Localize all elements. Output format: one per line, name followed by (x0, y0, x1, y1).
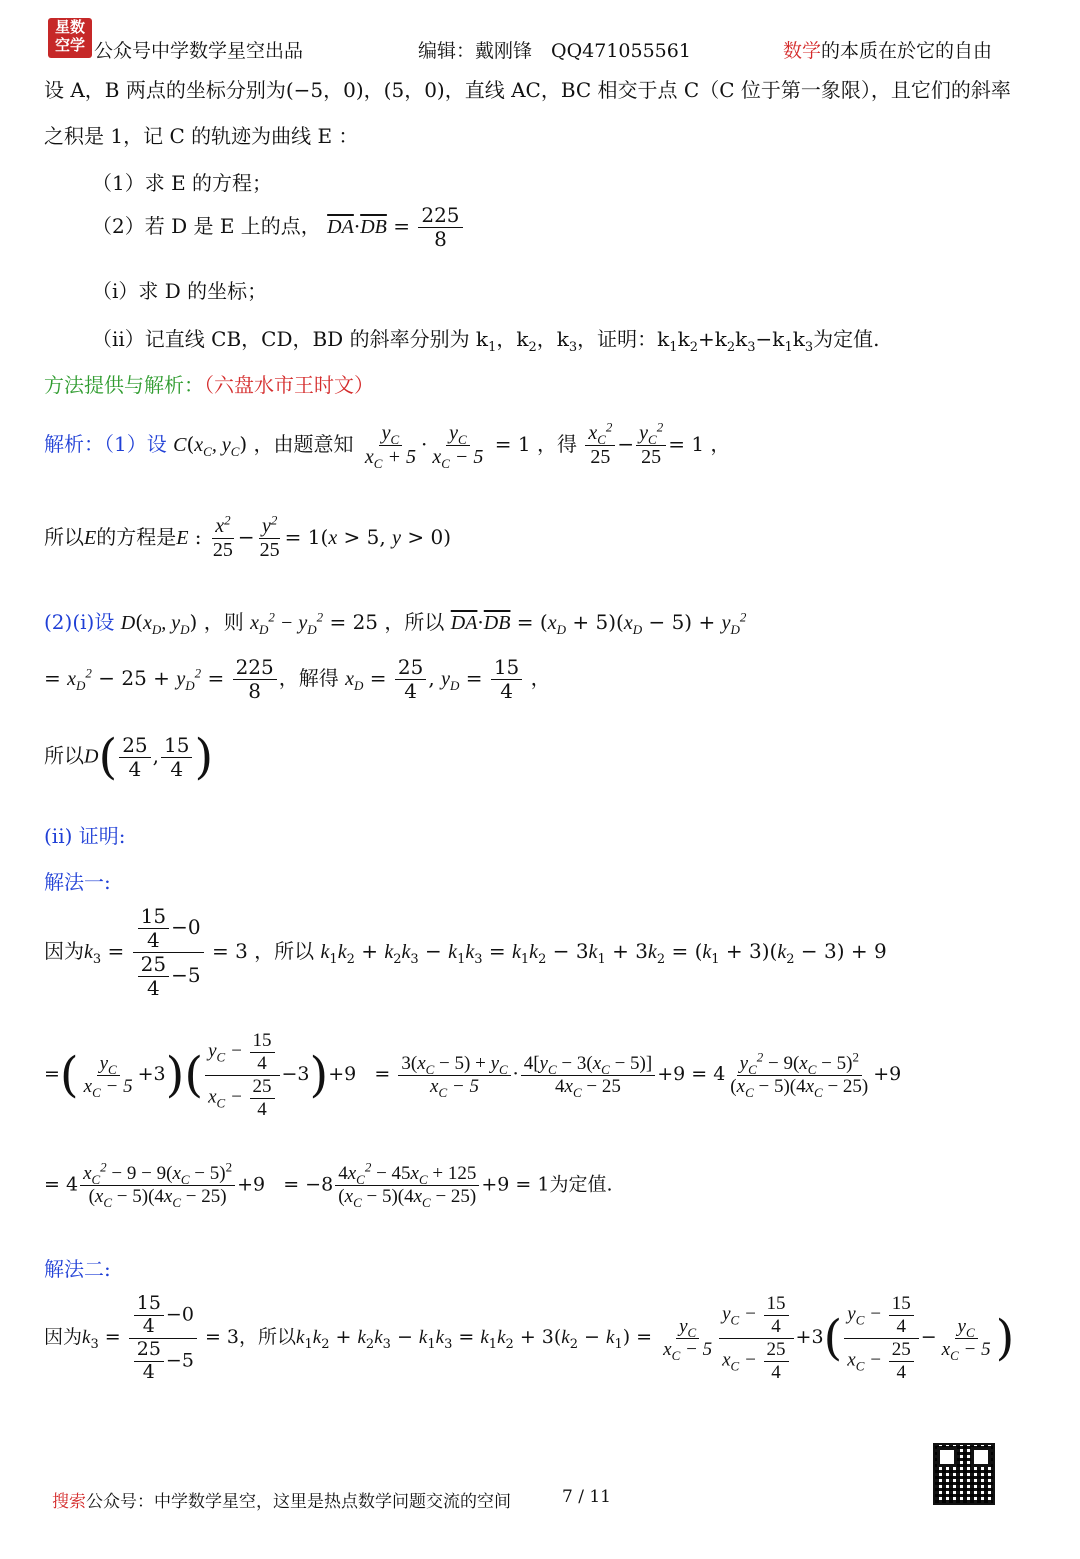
solution-part-1: 解析：（1）设 $C(x_C$, $y_C$) ，由题意知 $\frac{y_C}{x_C + 5}$ · $\frac{y_C}{x_C - 5}$ = 1 ，得 $\frac{x_C^2}{25}$ − $\frac{y_C^2}{25}$ = 1 ， (44, 419, 731, 471)
solution-equation-e: 所以E的方程是E : $\frac{x^2}{25}$ − $\frac{y^2}{25}$ = 1(x > 5, y > 0) (44, 512, 452, 561)
method-1-line-2: =( $\frac{y_C}{x_C - 5}$ +3)( $y_C$ − $\frac{15}{4}$ $x_C$ − $\frac{25}{4}$ −3)+9 = $\frac{3(x_C - 5) + y_C}{x_C - 5}$ · $\frac{4[y_C - 3(x_C - 5)]}{4x_C - 25}$ +9 = 4 $\frac{y_C^2 - 9(x_C - 5)^2}{(x_C - 5)(4x_C - 25)}$ +9 (44, 1030, 902, 1120)
qr-code (933, 1443, 995, 1505)
method-2-label: 解法二: (44, 1257, 111, 1281)
solution-part-2i: (2)(i)设 $D(x_D$, $y_D$) ，则 $x_D^2 - y_D^2 = 25$ ，所以 $\overline{DA}\cdot\overline{DB} = (x_D + 5)(x_D - 5) + y_D^2$ (44, 609, 747, 637)
solution-d-coordinate: 所以D( $\frac{25}{4}$ , $\frac{15}{4}$ ) (44, 729, 214, 785)
method-2-line-1: 因为$k_3$ = $\frac{15}{4}$ −0 $\frac{25}{4}$ −5 = 3，所以$k_1k_2 + k_2k_3 - k_1k_3 = k_1k_2 + 3(k_2 - k_1)$ = $\frac{y_C}{x_C - 5}$ $y_C$ − $\frac{15}{4}$ $x_C$ − $\frac{25}{4}$ +3( $y_C$ − $\frac{15}{4}$ $x_C$ − $\frac{25}{4}$ − $\frac{y_C}{x_C - 5}$ ) (44, 1292, 1015, 1383)
method-1-label: 解法一: (44, 870, 111, 894)
method-1-line-3: = 4 $\frac{x_C^2 - 9 - 9(x_C - 5)^2}{(x_C - 5)(4x_C - 25)}$ +9 = −8 $\frac{4x_C^2 - 45x_C + 125}{(x_C - 5)(4x_C - 25)}$ +9 = 1为定值. (44, 1159, 613, 1210)
method-line: 方法提供与解析：（六盘水市王时文） (44, 373, 374, 397)
method-1-line-1: 因为$k_3$ = $\frac{15}{4}$ −0 $\frac{25}{4}$ −5 = 3 ，所以 $k_1k_2 + k_2k_3 - k_1k_3 = k_1k_2 - 3k_1 + 3k_2 = (k_1 + 3)(k_2 - 3) + 9$ (44, 904, 887, 1000)
question-2ii: （ii）记直线 CB，CD，BD 的斜率分别为 $k_1$，$k_2$，$k_3$，证明：$k_1k_2+k_2k_3-k_1k_3$为定值. (92, 327, 880, 355)
solution-part-2ii: (ii) 证明: (44, 824, 126, 848)
question-2: （2）若 D 是 E 上的点， $\overline{DA}\cdot\overline{DB}$ = $\frac{225}{8}$ (92, 204, 465, 251)
header-editor: 编辑：戴刚锋 QQ471055561 (418, 40, 691, 62)
logo: 星数 空学 (48, 18, 92, 58)
header-left: 公众号中学数学星空出品 (94, 40, 304, 62)
solution-solve-d: = $x_D^2 - 25 + y_D^2$ = $\frac{225}{8}$ ，解得 $x_D$ = $\frac{25}{4}$ , $y_D$ = $\frac{15}{4}$ ， (44, 655, 551, 703)
problem-line-1: 设 A，B 两点的坐标分别为(−5，0)，(5，0)，直线 AC，BC 相交于点 C（C 位于第一象限），且它们的斜率 (44, 78, 1011, 102)
question-1: （1）求 E 的方程； (92, 171, 273, 195)
footer-text: 搜索公众号：中学数学星空，这里是热点数学问题交流的空间 (52, 1492, 511, 1512)
page-number: 7 / 11 (562, 1487, 611, 1507)
problem-line-2: 之积是 1，记 C 的轨迹为曲线 E ： (44, 124, 359, 148)
question-2i: （i）求 D 的坐标； (92, 279, 268, 303)
header-motto: 数学的本质在於它的自由 (783, 40, 993, 62)
